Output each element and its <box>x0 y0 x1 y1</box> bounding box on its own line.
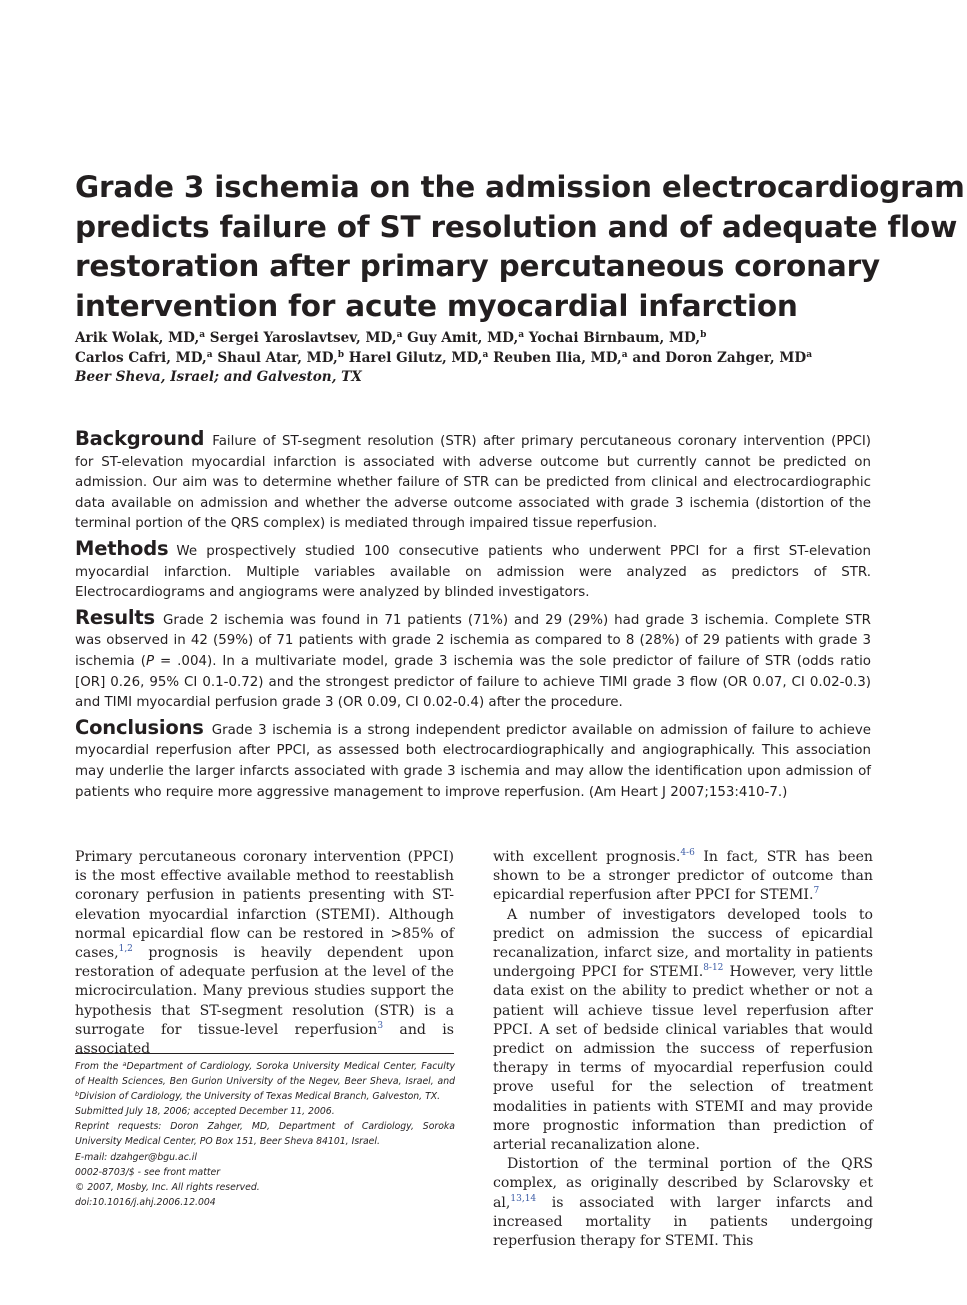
author: Guy Amit, MD, <box>407 330 519 346</box>
footnote-copyright: © 2007, Mosby, Inc. All rights reserved. <box>75 1181 260 1193</box>
footnotes <box>75 1059 455 1210</box>
title-line: restoration after primary percutaneous coronary <box>75 249 880 284</box>
author: Shaul Atar, MD, <box>217 349 338 366</box>
abstract-heading: Results <box>75 605 155 629</box>
affil-marker: a <box>806 349 813 360</box>
author: Carlos Cafri, MD, <box>75 349 207 366</box>
body-text: However, very little data exist on the ability to predict whether or not a patient will achieve tissue level reperfusion after PPCI. A set of bedside clinical variables that would predict on admission the success of reperfusion therapy in terms of myocardial reperfusion could prove useful for the selection of treatment modalities in patients with STEMI and may provide more prognostic information than prediction of arterial recanalization alone. <box>493 964 873 1154</box>
abstract-text: Grade 2 ischemia was found in 71 patients (71%) and 29 (29%) had grade 3 ischemia. Complete STR was observed in 42 (59%) of 71 patients with grade 2 ischemia as compared to 8 (28%) of 29 patients with grade 3 ischemia ( <box>75 612 871 669</box>
citation-link[interactable]: 7 <box>813 886 820 897</box>
body-text: prognosis is heavily dependent upon restoration of adequate perfusion at the level of the microcirculation. Many previous studies support the hypothesis that ST-segment resolution (STR) is a surrogate for tissue-level reperfusion <box>75 945 454 1038</box>
footnote-submitted: Submitted July 18, 2006; accepted December 11, 2006. <box>75 1106 335 1118</box>
p-value-label: P <box>145 653 155 669</box>
abstract-heading: Methods <box>75 536 169 560</box>
body-paragraph <box>493 1155 873 1251</box>
abstract-background <box>75 429 871 535</box>
body-text: is associated with larger infarcts and increased mortality in patients undergoing reperfusion therapy for STEMI. This <box>493 1194 873 1250</box>
affil-marker: a <box>482 349 489 360</box>
author-line-1 <box>75 329 895 349</box>
citation-link[interactable]: 1,2 <box>118 944 133 955</box>
body-text: In fact, STR has been shown to be a stronger predictor of outcome than epicardial reperfusion after PPCI for STEMI. <box>493 849 873 904</box>
title-line: predicts failure of ST resolution and of adequate flow <box>75 209 958 244</box>
footnote-reprint: Reprint requests: Doron Zahger, MD, Department of Cardiology, Soroka University Medical Center, PO Box 151, Beer Sheva 84101, Israel. <box>75 1121 455 1148</box>
abstract-results <box>75 605 871 714</box>
author: Reuben Ilia, MD, <box>493 349 622 366</box>
title-line: Grade 3 ischemia on the admission electrocardiogram <box>75 170 965 204</box>
author-affiliation: Beer Sheva, Israel; and Galveston, TX <box>75 369 362 385</box>
abstract-text: We prospectively studied 100 consecutive patients who underwent PPCI for a first ST-elevation myocardial infarction. Multiple variables available on admission were analyzed as predictors of STR. Electrocardiograms and angiograms were analyzed by blinded investigators. <box>75 543 871 601</box>
body-column-left <box>75 848 454 1059</box>
author: Arik Wolak, MD, <box>75 330 200 346</box>
citation-link[interactable]: 4-6 <box>680 848 695 858</box>
footnote-email[interactable]: E-mail: dzahger@bgu.ac.il <box>75 1151 197 1163</box>
footnote-affiliations <box>75 1059 455 1104</box>
author: and Doron Zahger, MD <box>632 349 807 366</box>
citation-link[interactable]: 3 <box>377 1020 384 1031</box>
body-text: Distortion of the terminal portion of the QRS complex, as originally described by Sclarovsky et al, <box>493 1156 873 1211</box>
body-text: and is associated <box>75 1021 455 1058</box>
body-paragraph <box>493 848 873 906</box>
affil-marker: a <box>206 349 213 360</box>
footnote-issn: 0002-8703/$ - see front matter <box>75 1166 221 1178</box>
body-text: A number of investigators developed tools to predict on admission the success of epicardial recanalization, infarct size, and mortality in patients undergoing PPCI for STEMI. <box>493 906 873 981</box>
body-paragraph <box>75 848 454 1059</box>
citation-link[interactable]: 8-12 <box>703 963 724 974</box>
author: Harel Gilutz, MD, <box>348 349 483 366</box>
abstract <box>75 429 871 807</box>
affil-marker: a <box>199 330 206 340</box>
abstract-heading: Conclusions <box>75 715 204 739</box>
citation-link[interactable]: 13,14 <box>510 1193 537 1204</box>
author: Yochai Birnbaum, MD, <box>528 330 701 346</box>
affil-marker: a <box>122 1060 127 1068</box>
affil-marker: a <box>396 330 403 340</box>
footnote-doi[interactable]: doi:10.1016/j.ahj.2006.12.004 <box>75 1196 216 1208</box>
abstract-conclusions <box>75 715 871 803</box>
body-paragraph <box>493 906 873 1156</box>
footnote-text: From the <box>75 1061 123 1072</box>
footnote-text: Division of Cardiology, the University of Texas Medical Branch, Galveston, TX. <box>79 1091 441 1103</box>
article-title <box>75 168 965 327</box>
affil-marker: a <box>518 330 525 340</box>
abstract-text: Grade 3 ischemia is a strong independent predictor available on admission of failure to achieve myocardial reperfusion after PPCI, as assessed both electrocardiographically and angiographically. This association may underlie the larger infarcts associated with grade 3 ischemia and may allow the identification upon admission of patients who require more aggressive management to improve reperfusion. (Am Heart J 2007;153:410-7.) <box>75 722 871 800</box>
title-line: intervention for acute myocardial infarction <box>75 289 798 324</box>
body-text: Primary percutaneous coronary intervention (PPCI) is the most effective available method to reestablish coronary perfusion in patients presenting with ST-elevation myocardial infarction (STEMI). Although normal epicardial flow can be restored in >85% of cases, <box>75 849 454 962</box>
author-list <box>75 329 895 388</box>
affil-marker: a <box>621 349 628 360</box>
affil-marker: b <box>337 349 345 360</box>
body-text: with excellent prognosis. <box>493 849 681 865</box>
abstract-heading: Background <box>75 427 205 450</box>
author-line-2 <box>75 349 895 369</box>
body-column-right <box>493 848 873 1251</box>
footnote-divider <box>75 1053 454 1054</box>
abstract-text: = .004). In a multivariate model, grade 3 ischemia was the sole predictor of failure of STR (odds ratio [OR] 0.26, 95% CI 0.1-0.72) and the strongest predictor of failure to achieve TIMI grade 3 flow (OR 0.07, CI 0.02-0.3) and TIMI myocardial perfusion grade 3 (OR 0.09, CI 0.02-0.4) after the procedure. <box>75 653 871 711</box>
abstract-text: Failure of ST-segment resolution (STR) after primary percutaneous coronary intervention (PPCI) for ST-elevation myocardial infarction is associated with adverse outcome but currently cannot be predicted on admission. Our aim was to determine whether failure of STR can be predicted from clinical and electrocardiographic data available on admission and whether the adverse outcome associated with grade 3 ischemia (distortion of the terminal portion of the QRS complex) is mediated through impaired tissue reperfusion. <box>75 434 871 532</box>
affil-marker: b <box>700 330 707 340</box>
footnote-text: Department of Cardiology, Soroka University Medical Center, Faculty of Health Sciences, Ben Gurion University of the Negev, Beer Sheva, Israel, and <box>75 1061 455 1088</box>
affil-marker: b <box>75 1090 80 1099</box>
author: Sergei Yaroslavtsev, MD, <box>209 330 397 346</box>
abstract-methods <box>75 536 871 604</box>
